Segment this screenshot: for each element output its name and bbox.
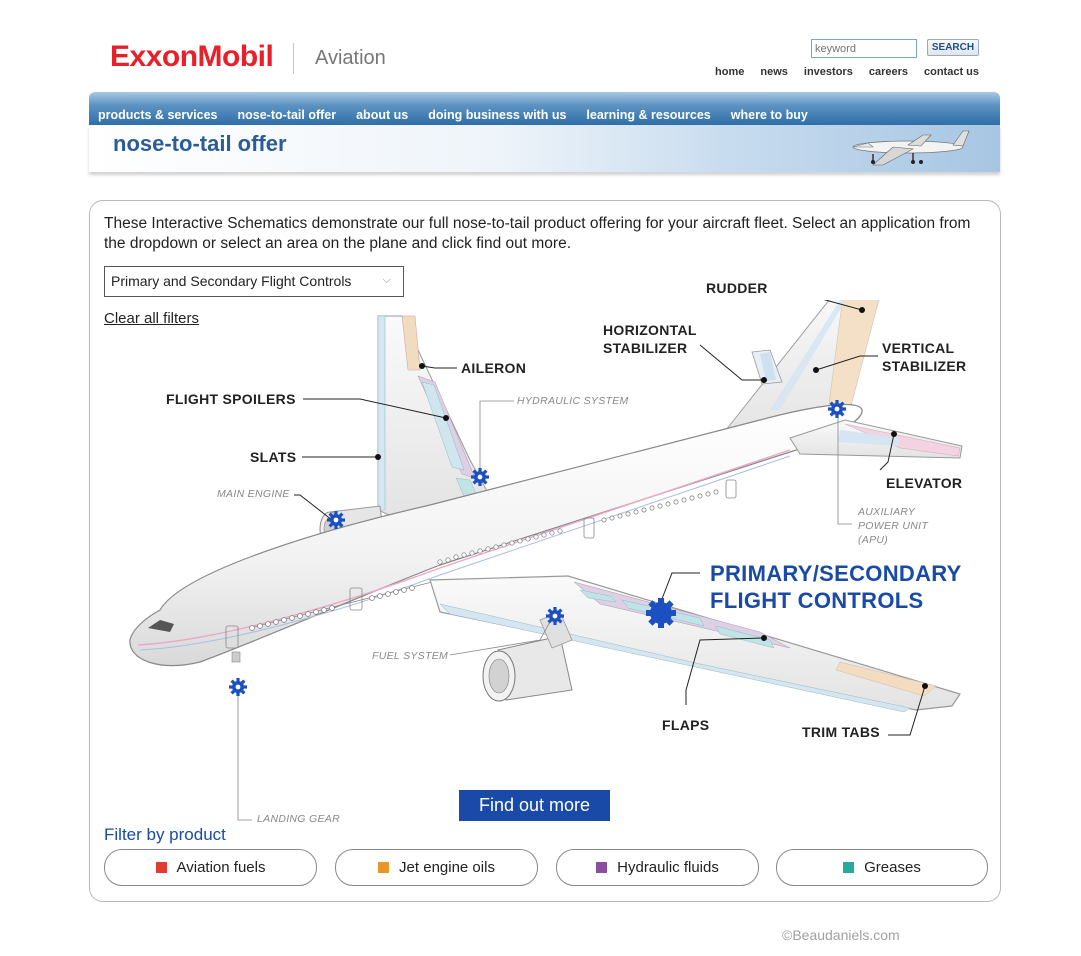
label-horizontal-stabilizer-1[interactable]: HORIZONTAL	[603, 322, 697, 338]
search-button[interactable]: SEARCH	[927, 39, 979, 56]
nav-item-nose-to-tail[interactable]: nose-to-tail offer	[237, 108, 337, 122]
label-landing-gear[interactable]: LANDING GEAR	[257, 813, 340, 825]
label-flaps[interactable]: FLAPS	[662, 717, 710, 733]
util-link-home[interactable]: home	[715, 66, 745, 78]
filter-label: Jet engine oils	[399, 859, 495, 876]
gear-icon[interactable]	[229, 678, 247, 696]
aviation-fuels-swatch	[156, 862, 167, 873]
banner-airplane-image	[813, 125, 1000, 172]
find-out-more-button[interactable]: Find out more	[459, 790, 610, 821]
label-primary-secondary-flight-controls[interactable]	[710, 560, 962, 614]
label-apu-1[interactable]: AUXILIARY	[858, 506, 916, 518]
label-apu-3[interactable]: (APU)	[858, 534, 889, 546]
util-link-contact[interactable]: contact us	[923, 66, 979, 78]
nose-gear[interactable]	[232, 652, 240, 662]
nav-item-learning[interactable]: learning & resources	[586, 108, 711, 122]
label-vertical-stabilizer-2[interactable]: STABILIZER	[882, 358, 967, 374]
exxonmobil-logo[interactable]: ExxonMobil	[110, 40, 274, 73]
brand-subtitle: Aviation	[315, 47, 386, 69]
clear-filters-link[interactable]: Clear all filters	[104, 310, 200, 327]
label-flight-spoilers[interactable]: FLIGHT SPOILERS	[166, 391, 296, 407]
far-wing[interactable]	[378, 316, 492, 520]
label-elevator[interactable]: ELEVATOR	[886, 475, 963, 491]
fuselage[interactable]	[130, 405, 862, 666]
filter-label: Hydraulic fluids	[617, 859, 719, 876]
filter-greases[interactable]	[776, 849, 988, 886]
filter-aviation-fuels[interactable]	[104, 849, 317, 886]
filter-hydraulic-fluids[interactable]	[556, 849, 759, 886]
label-aileron[interactable]: AILERON	[461, 360, 527, 376]
util-link-investors[interactable]: investors	[803, 66, 853, 78]
label-hydraulic-system[interactable]: HYDRAULIC SYSTEM	[517, 395, 629, 407]
dropdown-value: Primary and Secondary Flight Controls	[111, 273, 352, 289]
filter-label: Aviation fuels	[176, 859, 266, 876]
gear-icon[interactable]	[828, 400, 846, 418]
copyright-watermark: ©Beaudaniels.com	[782, 927, 900, 943]
logo-divider	[293, 43, 294, 74]
nav-item-where-to-buy[interactable]: where to buy	[730, 108, 808, 122]
filter-jet-engine-oils[interactable]	[335, 849, 538, 886]
gear-icon[interactable]	[546, 607, 564, 625]
label-slats[interactable]: SLATS	[250, 449, 297, 465]
util-link-careers[interactable]: careers	[868, 66, 908, 78]
greases-swatch	[843, 862, 854, 873]
page-title: nose-to-tail offer	[113, 131, 287, 156]
label-primary-line-2: FLIGHT CONTROLS	[710, 588, 924, 613]
label-main-engine[interactable]: MAIN ENGINE	[217, 488, 290, 500]
filter-label: Greases	[864, 859, 921, 876]
label-apu-2[interactable]: POWER UNIT	[858, 520, 929, 532]
gear-icon[interactable]	[327, 511, 345, 529]
nav-item-products[interactable]: products & services	[98, 108, 218, 122]
util-link-news[interactable]: news	[760, 66, 788, 78]
chevron-down-icon: ⌵	[382, 274, 391, 286]
hydraulic-fluids-swatch	[596, 862, 607, 873]
application-dropdown[interactable]	[104, 266, 404, 297]
nav-item-about[interactable]: about us	[356, 108, 409, 122]
label-fuel-system[interactable]: FUEL SYSTEM	[372, 650, 449, 662]
label-vertical-stabilizer-1[interactable]: VERTICAL	[882, 340, 955, 356]
search-input[interactable]	[811, 39, 917, 58]
intro-text: These Interactive Schematics demonstrate our full nose-to-tail product offering for your aircraft fleet. Select an application from the dropdown or select an area on the plane and click find out more.	[104, 215, 971, 252]
selected-gear-icon[interactable]	[646, 598, 676, 628]
gear-icon[interactable]	[471, 468, 489, 486]
label-primary-line-1: PRIMARY/SECONDARY	[710, 561, 962, 586]
main-nav	[89, 106, 1000, 124]
label-horizontal-stabilizer-2[interactable]: STABILIZER	[603, 340, 688, 356]
nav-item-doing-business[interactable]: doing business with us	[428, 108, 567, 122]
label-rudder[interactable]: RUDDER	[706, 280, 768, 296]
page-banner	[89, 125, 1000, 172]
label-trim-tabs[interactable]: TRIM TABS	[802, 724, 880, 740]
jet-engine-oils-swatch	[378, 862, 389, 873]
filter-by-product-title: Filter by product	[104, 825, 226, 844]
utility-nav	[715, 66, 979, 78]
